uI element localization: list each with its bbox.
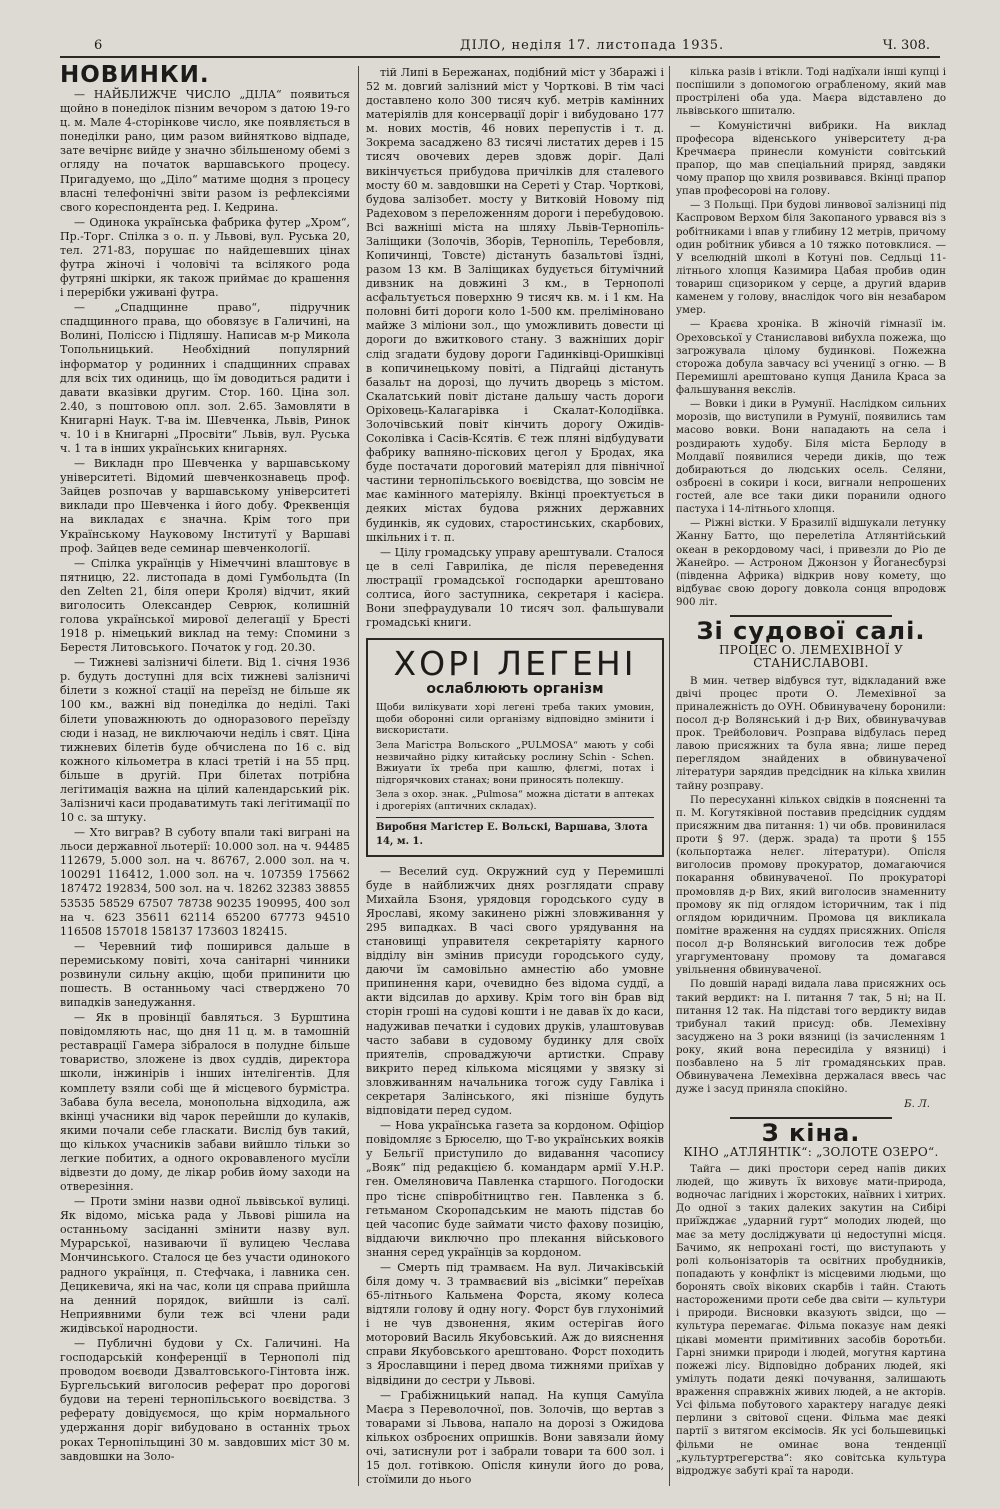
court-paragraph: В мин. четвер відбувся тут, відкладаний вже двічі процес проти О. Лемехівної за приналежність до ОУН. Обвинувачену боронили: посол д-р Волянський і д-р Вих, обвинувачував прок. Трейболович. Розправа відбулась перед лавою присяжних та була явна; лише перед переглядом знайдених в обвинуваченої літератури зарядив предсідник на кілька хвилин тайну розправу. — [676, 674, 946, 792]
news-item: — Комуністичні вибрики. На виклад професора віденського університету д-ра Кречмаєра принесли комуністи совітський прапор, що мав спеціальний приряд, завдяки чому прапор що хвиля розвивався. Вкінці прапор упав професорові на голову. — [676, 119, 946, 198]
news-item: — „Спадщинне право“, підручник спадщинного права, що обовязує в Галичині, на Волині, Поліссю і Підляшу. Написав м-р Микола Топольницький. Необхідний популярний інформатор у родинних і спадщинних справах для всіх тих одиниць, що їм доводиться радити і давати вказівки другим. Стор. 160. Ціна зол. 2.40, з поштовою опл. зол. 2.65. Замовляти в Книгарні Наук. Т-ва ім. Шевченка, Львів, Ринок ч. 10 і в Книгарні „Просвіти“ Львів, вул. Руська ч. 1 та в інших українських книгарнях. — [60, 301, 350, 456]
page-header — [60, 36, 940, 58]
news-item: кілька разів і втікли. Тоді надїхали інші купці і поспішили з допомогою ограбленому, який мав прострілені оба уда. Маєра відставлено до львівського шпиталю. — [676, 66, 946, 118]
news-item: — Одинока українська фабрика футер „Хром“, Пр.-Торг. Спілка з о. п. у Львові, вул. Руська 20, тел. 271-83, порушає по найдешевших цінах футра жіночі і чоловічі та всілякого рода футряні шкірки, як також приймає до крашення і перерібки уживані футра. — [60, 215, 350, 300]
news-item: — З Польщі. При будові линвової залізниці під Каспровом Верхом біля Закопаного урвався віз з робітниками і впав у глибину 12 метрів, причому один робітник убився а 10 тяжко потовклися. — У вселюдній школі в Котуні пов. Седльці 11-літнього хлопця Казимира Цабая пробив один товариш сцизориком у серце, а другий вдарив каменем у голову, внаслідок чого він незабаром умер. — [676, 199, 946, 317]
news-item: — Хто виграв? В суботу впали такі виграні на льоси державної льотерії: 10.000 зол. на ч. 94485 112679, 5.000 зол. на ч. 86767, 2.000 зол. на ч. 100291 116412, 1.000 зол. на ч. 107359 175662 187472 192834, 500 зол. на ч. 18262 32383 38855 53535 58529 67507 78738 90235 190995, 400 зол на ч. 623 35611 62114 65200 67773 94510 116508 157018 158137 173603 182415. — [60, 826, 350, 938]
court-subheading: ПРОЦЕС О. ЛЕМЕХІВНОЇ У СТАНИСЛАВОВІ. — [718, 643, 904, 671]
news-item: — Публичні будови у Сх. Галичині. На господарській конференції в Тернополі під проводом воєводи Дзвалтовського-Гінтовта інж. Бургельський виголосив реферат про дорогові будови на терені тернопільського воєвідства. З реферату довідуємося, що крім нормального удержання доріг вибудовано в останніх трьох роках Тернопільщині 30 м. завдовших міст 30 м. завдовшки на Золо- — [60, 1336, 350, 1463]
advertisement-pulmosa — [366, 638, 664, 857]
news-item: — Тижневі залізничі білети. Від 1. січня 1936 р. будуть доступні для всіх тижневі залізничі білети з кожної стації на переїзд не більше як 100 км., важні від понеділка до неділі. Такі білети уповажнюють до одноразового переїзду сюди і назад, не виключаючи неділь і свят. Ціна тижневих білетів буде обчислена по 16 с. від кожного кільометра в класі третій і на 55 прц. більше в другій. При білетах потрібна легітимація важна на цілий календарський рік. Залізничі каси продаватимуть такі легітимації по 10 с. за штуку. — [60, 656, 350, 825]
ad-text: Зела Магістра Вольского „PULMOSA“ мають у собі незвичайно рідку китайську рослину Schin - Schen. Вжиуати їх треба при кашлю, флєгмі, потах і підгорячкових станах; вони приносять полекшу. — [376, 739, 654, 786]
section-heading-cinema: З кіна. — [761, 1118, 861, 1147]
news-item: — Проти зміни назви одної львівської вулиці. Як відомо, міська рада у Львові рішила на останньому засіданні змінити назву вул. Мурарської, називаючи її вулицею Чеслава Мончинського. Сталося це без участи одинокого радного українця, п. Стефчака, і лавника сен. Децикевича, які на час, коли ця справа прийшла на денний порядок, вийшли із салї. Неприявними були теж всі члени ради жидівської народности. — [60, 1195, 350, 1335]
cinema-paragraph: Тайга — дикі простори серед напів диких людей, що живуть їх виховує мати-природа, водночас лагідних і жорстоких, наївних і хитрих. До одної з таких далеких закутин на Сибірі приїжджає „ударний гурт“ молодих людей, що має за мету досліджувати ці недоступні місця. Бачимо, як непрохані гості, що виступають у ролі кольонізаторів та освітних пробудників, попадають у конфлікт із місцевими людьми, що боронять своїх вікових скарбів і тайн. Стають настороженими проти себе два світи — культури і природи. Висновки вказують звідси, що — культура перемагає. Фільма показує нам деякі цікаві моменти примітивних засобів боротьби. Гарні знимки природи і людей, могутня картина пожежі лісу. Відповідно добраних людей, які умілуть подати деякі почування, залишають враження справжніх живих людей, а не акторів. Усі фільма побутового характеру нагадує деякі перлини з світової сцени. Фільма має деякі партії з витягом ексімосів. Як усі большевицькі фільми не оминає вона тенденції „культуртрегерства“: яко совітська культура відроджує забуті краї та народи. — [676, 1162, 946, 1477]
news-item: — Грабіжницький напад. На купця Самуїла Маєра з Переволочної, пов. Золочів, що вертав з товарами зі Львова, напало на дорозі з Ожидова кількох озброєних опришків. Вони завязали йому очі, затиснули рот і забрали товари та 600 зол. і 15 дол. готівкою. Опісля кинули його до рова, стоїмили до нього — [366, 1388, 664, 1487]
ad-subtitle: ослаблюють організм — [426, 681, 604, 698]
column-right — [676, 66, 946, 1479]
news-item: — Черевний тиф поширився дальше в перемиському повіті, хоча санітарні чинники розвинули сильну акцію, щоби припинити цю пошесть. В останньому часі стверджено 70 випадків занедужання. — [60, 939, 350, 1010]
ad-text: Зела з охор. знак. „Pulmosa“ можна дістати в аптеках і дрогеріях (аптичних складах). — [376, 789, 654, 812]
news-item: — Викладн про Шевченка у варшавському університеті. Відомий шевченкознавець проф. Зайцев розпочав у варшавському університеті виклади про Шевченка і його добу. Фреквенція на викладах є значна. Крім того при Українському Науковому Інститутї у Варшаві проф. Зайцев веде семинар шевченкології. — [60, 457, 350, 555]
issue-number: Ч. 308. — [882, 38, 930, 53]
ad-text: Щоби вилікувати хорі легені треба таких умовин, щоби оборонні сили організму відповідно змінити і вискористати. — [376, 702, 654, 737]
column-rule — [358, 66, 359, 1486]
column-news — [60, 62, 350, 1465]
court-paragraph: По пересуханні кількох свідків в поясненні та п. М. Когутяківной поставив предсідник суддям присяжним два питання: 1) чи обв. провинилася проти § 97. (держ. зрада) та проти § 155 (кольпортажа нелєг. літератури). Опісля виголосив промову прокуратор, домагаючися покарання обвинуваченої. По прокураторі промовляв д-р Вих, який виголосив знаменниту промову як під оглядом історичним, так і під оглядом юридичним. Промова ця викликала помітне враження на суддях присяжних. Опісля посол д-р Волянський виголосив теж добре угаргументовану промову та домагався увільнення обвинуваченої. — [676, 793, 946, 977]
ad-title: ХОРІ ЛЕГЕНІ — [393, 644, 637, 684]
column-rule — [669, 66, 670, 1486]
news-item: — Як в провінції бавляться. З Бурштина повідомляють нас, що дня 11 ц. м. в тамошній реставрації Гамера зібралося в полудне більше товариство, зложене із двох суддів, директора школи, інжинірів і інших інтелігентів. Для комплету взяли собі ще й місцевого бурмістра. Забава була весела, монопольна відходила, аж вкінці учасники від чарок перейшли до кулаків, якими почали себе гласкати. Вислід був такий, що кількох учасників забави вийшло тільки зо легкие побитих, а одного окровавленого мусїли відвезти до дому, де лікар робив йому заходи на отверезіння. — [60, 1011, 350, 1194]
news-item: — Краєва хроніка. В жіночій гімназії ім. Ореховської у Станиславові вибухла пожежа, що загрожувала цілому будинкові. Пожежна сторожа добула завчасу всі ученицї з огню. — В Перемишлі арештовано купця Данила Краса за фальшування векслів. — [676, 318, 946, 396]
column-middle — [366, 66, 664, 1488]
news-item: — Смерть під трамваєм. На вул. Личаківській біля дому ч. 3 трамваєвий віз „вісімки“ переїхав 65-літнього Кальмена Форста, якому колеса відтяли голову й одну ногу. Форст був глухонімий і не чув дзвонення, яким остерігав його моторовий Василь Якубовський. Аж до вияснення справи Якубовського арештовано. Форст походить з Ярославщини і перед двома тижнями приїхав у відвідини до сестри у Львові. — [366, 1260, 664, 1387]
page-number: 6 — [94, 38, 103, 53]
news-item: — Спілка українців у Німеччині влаштовує в пятницю, 22. листопада в домі Гумбольдта (In den Zelten 21, біля опери Кроля) відчит, який виголосить Олександер Севрюк, колишній голова української мирової делегації у Бресті 1918 р. німецький виклад на тему: Спомини з Берестя Литовського. Початок у год. 20.30. — [60, 556, 350, 655]
masthead: ДІЛО, неділя 17. листопада 1935. — [460, 38, 725, 53]
section-heading-court: Зі судової салі. — [696, 617, 926, 646]
news-item: — Веселий суд. Окружний суд у Перемишлі буде в найближчих днях розглядати справу Михайла Бзоня, урядовця городського суду в Ярославі, якому закинено ріжні зловживання у 295 випадках. В часі свого урядування на становищі управителя секретаріяту карного відділу він змінив присуди городського суду, даючи їм самовільно амнестію або умовне припинення кари, очевидно без відома суддї, а акти відсилав до архиву. Крім того він брав від сторін гроші на судові кошти і не давав їх до каси, надуживав печатки і судових друків, улаштовував часто забави в судовому будинку для своїх приятелів, спроваджуючи артистки. Справу викрито перед кількома місяцями у звязку зі зловживанням начальника тогож суду Гавліка і секретаря Залінського, які пізніше будуть відповідати перед судом. — [366, 864, 664, 1118]
cinema-subheading: КІНО „АТЛЯНТІК“: „ЗОЛОТЕ ОЗЕРО“. — [683, 1144, 939, 1159]
section-heading-news: НОВИНКИ. — [60, 62, 210, 88]
news-item: — Ріжні вістки. У Бразилії відшукали летунку Жанну Батто, що перелетіла Атлянтійський океан в рекордовому часі, і привезли до Ріо де Жанейро. — Астроном Джонзон у Йоганесбурзі (південна Африка) відкрив нову комету, що відбуває свою дорогу довкола сонця впродовж 900 літ. — [676, 517, 946, 608]
court-signature: Б. Л. — [904, 1097, 930, 1110]
news-item: — Вовки і дики в Румунії. Наслідком сильних морозів, що виступили в Румунії, появились там масово вовки. Вони нападають на села і роздирають худобу. Біля міста Берлоду в Молдавії появилися череди диків, що теж добираються до людських осель. Селяни, озброєні в сокири і коси, вигнали непрошених гостей, але все таки дики поранили одного пастуха і 14-літнього хлопця. — [676, 398, 946, 516]
court-paragraph: По довшій нараді видала лава присяжних ось такий вердикт: на I. питання 7 так, 5 ні; на II. питання 12 так. На підставі того вердикту видав трибунал такий присуд: обв. Лемехівну засуджено на 3 роки вязниці (із зачисленням 1 року, який вона пересиділа у вязниці) і позбавлено на 5 літ громадянських прав. Обвинувачена Лемехівна держалася ввесь час дуже і засуд приняла спокійно. — [676, 978, 946, 1096]
news-item: — НАЙБЛИЖЧЕ ЧИСЛО „ДІЛА“ появиться щойно в понеділок пізним вечором з датою 19-го ц. м. Мале 4-сторінкове число, яке появляється в понеділки рано, цим разом вийнятково відпаде, зате вечірнє вийде у значно збільшеному обемі з огляду на початок варшавського процесу. Пригадуемо, що „Діло“ матиме щодня з процесу власні телефонічні звіти разом із рефлексіями свого кореспондента ред. І. Кедрина. — [60, 88, 350, 214]
ad-footer: Виробня Магістер Е. Вольскі, Варшава, Злота 14, м. 1. — [376, 817, 654, 849]
news-item: тій Липі в Бережанах, подібний міст у Збаражі і 52 м. довгий залізний міст у Чорткові. В тім часі доставлено коло 300 тисяч куб. метрів камінних матеріялів для консервації доріг і вибудовано 177 м. нових мостів, 46 нових перепустів і т. д. Зокрема засаджено 83 тисячі листатих дерев і 15 тисяч овочевих дерев здовж доріг. Далі викінчується прибудова причілків для сталевого мосту 60 м. завдовшки на Сереті у Стар. Чорткові, будова залізобет. мосту у Витковій Новому під Радеховом з переложенням дороги і перебудовою. Всі важніші міста на шляху Львів-Тернопіль-Заліщики (Золочів, Зборів, Тернопіль, Теребовля, Копичинці, Товсте) дістануть базальтові їздні, разом 13 км. В Заліщиках будується бітумічний дивзник на довжині 3 км., в Тернополі асфальтується поверхню 9 тисяч кв. м. і 1 км. На половні биті дороги коло 1-500 км. преліміновано майже 3 міліони зол., що уможливить довести ці дороги до вжиткового стану. З важніших доріг слід згадати будову дороги Гадинківці-Оришківці в копичинецькому повіті, а Підгайці дістануть базальт на дорозі, що лучить дворець з містом. Скалатський повіт дістане дальшу часть дороги Оріховець-Калагарівка і Скалат-Колодіївка. Золочівський повіт кінчить дорогу Ожидів-Соколівка і Сасів-Ксятів. Є теж пляні відбудувати фабрику вапняно-піскових цегол у Бродах, яка буде постачати дороговий матеріял для північної частини тернопільського воєвідства, що зовсім не має камінного матеріялу. Вкінці проектується в деяких містах будова ряжних державних будинків, як судових, старостинських, скарбових, шкільних і т. п. — [366, 66, 664, 544]
news-item: — Нова українська газета за кордоном. Офіціор повідомляє з Брюселю, що Т-во українських вояків у Бельгії приступило до видавання часопису „Вояк“ під редакцією б. командарм армії У.Н.Р. ген. Омеляновича Павленка старшого. Погодоски про тіснє співробітництво ген. Павленка з б. гетьманом Скоропадським не мають підстав бо цей часопис буде займати чисто фахову позицію, віддаючи виключно про плекання військового знання серед українців за кордоном. — [366, 1119, 664, 1259]
news-item: — Цілу громадську управу арештували. Сталося це в селі Гавриліка, де після переведення люстрації громадської господарки арештовано солтиса, його заступника, секретаря і касієра. Вони зпефраудували 10 тисяч зол. фальшували громадські книги. — [366, 545, 664, 630]
